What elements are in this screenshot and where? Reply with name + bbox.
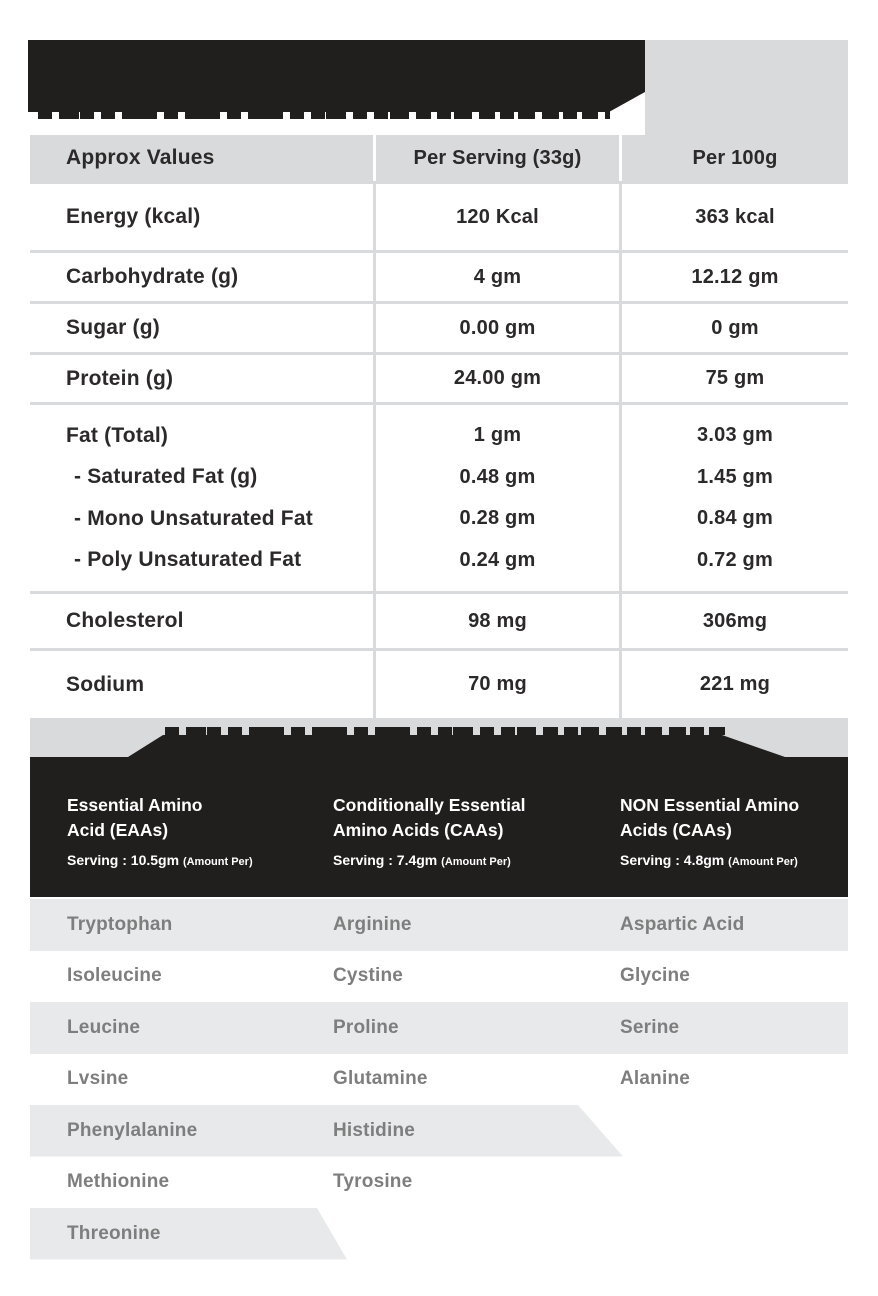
amino-banner-tab: [128, 735, 785, 757]
group-title-line1: NON Essential Amino: [620, 795, 800, 815]
amino-banner-band: [30, 757, 848, 897]
per-serving-value: 98 mg: [376, 594, 619, 648]
amino-item: Aspartic Acid: [620, 913, 745, 935]
group-title-line2: Acids (CAAs): [620, 820, 732, 840]
amino-item: Proline: [333, 1016, 399, 1038]
amino-acid-list: [30, 899, 848, 1260]
amino-item: [620, 1105, 848, 1157]
header-per-serving: Per Serving (33g): [376, 135, 619, 181]
amino-item: Alanine: [620, 1068, 691, 1090]
per-100g-value: 0 gm: [622, 304, 848, 352]
per-serving-value: 70 mg: [376, 651, 619, 718]
amino-row: [30, 899, 848, 951]
per-serving-value: 0.24 gm: [459, 548, 536, 571]
row-label: Energy (kcal): [30, 184, 373, 250]
per-serving-value: 0.48 gm: [459, 465, 536, 488]
top-banner-clipped-text: [38, 111, 610, 119]
top-title-banner: [28, 40, 645, 112]
per-100g-value: 1.45 gm: [697, 465, 773, 488]
row-label: Sodium: [30, 651, 373, 718]
amino-row: [30, 1002, 848, 1054]
header-per-100g: Per 100g: [622, 135, 848, 181]
serving-amount: Serving : 4.8gm: [620, 852, 729, 868]
per-100g-value: 12.12 gm: [622, 253, 848, 301]
row-label: Cholesterol: [30, 594, 373, 648]
per-100g-value: 221 mg: [622, 651, 848, 718]
serving-note: (Amount Per): [441, 856, 511, 868]
per-100g-value: 75 gm: [622, 355, 848, 402]
per-100g-value: 306mg: [622, 594, 848, 648]
fat-per-serving-column: [376, 405, 619, 591]
table-row-sodium: [30, 651, 848, 718]
amino-banner-clipped-text: [165, 727, 731, 735]
per-100g-value: 0.84 gm: [697, 507, 773, 530]
group-title-line2: Amino Acids (CAAs): [333, 820, 504, 840]
per-100g-value: 0.72 gm: [697, 548, 773, 571]
row-label: Carbohydrate (g): [30, 253, 373, 301]
nutrition-table: [30, 135, 848, 718]
table-row-sugar: [30, 304, 848, 352]
amino-row: [30, 951, 848, 1003]
amino-item: Tryptophan: [67, 913, 173, 935]
row-label: - Saturated Fat (g): [74, 465, 258, 489]
group-title: [620, 793, 848, 843]
amino-item: Serine: [620, 1016, 680, 1038]
amino-item: Glutamine: [333, 1068, 428, 1090]
group-serving: [620, 852, 848, 868]
table-row-energy: [30, 184, 848, 250]
amino-item: Methionine: [67, 1171, 170, 1193]
group-title-line1: Conditionally Essential: [333, 795, 526, 815]
amino-item: Phenylalanine: [67, 1119, 198, 1141]
amino-row: [30, 1208, 848, 1260]
fat-per-100g-column: [622, 405, 848, 591]
row-label: - Mono Unsaturated Fat: [74, 506, 313, 530]
serving-amount: Serving : 7.4gm: [333, 852, 442, 868]
table-row-carbohydrate: [30, 253, 848, 301]
per-serving-value: 0.28 gm: [459, 507, 536, 530]
amino-item: Arginine: [333, 913, 412, 935]
row-label: Fat (Total): [66, 423, 169, 447]
group-serving: [333, 852, 620, 868]
per-100g-value: 3.03 gm: [697, 424, 773, 447]
per-100g-value: 363 kcal: [622, 184, 848, 250]
per-serving-value: 24.00 gm: [376, 355, 619, 402]
table-row-fat-group: [30, 405, 848, 591]
amino-item: Tyrosine: [333, 1171, 413, 1193]
table-row-protein: [30, 355, 848, 402]
serving-note: (Amount Per): [182, 856, 253, 868]
table-header-row: [30, 135, 848, 181]
serving-amount: Serving : 10.5gm: [67, 852, 183, 868]
amino-item: Glycine: [620, 965, 691, 987]
per-serving-value: 1 gm: [473, 424, 522, 447]
per-serving-value: 120 Kcal: [376, 184, 619, 250]
amino-item: Threonine: [67, 1222, 161, 1244]
group-title: [333, 793, 620, 843]
per-serving-value: 4 gm: [376, 253, 619, 301]
group-serving: [67, 852, 333, 868]
amino-item: [620, 1157, 848, 1209]
per-serving-value: 0.00 gm: [376, 304, 619, 352]
amino-item: Isoleucine: [67, 965, 162, 987]
header-approx-values: Approx Values: [30, 135, 373, 181]
table-row-cholesterol: [30, 594, 848, 648]
amino-item: Leucine: [67, 1016, 141, 1038]
amino-item: Cystine: [333, 965, 404, 987]
amino-section-header: [30, 727, 848, 897]
amino-item: Histidine: [333, 1119, 416, 1141]
amino-item: Lvsine: [67, 1068, 129, 1090]
group-title: [67, 793, 333, 843]
row-label: Sugar (g): [30, 304, 373, 352]
amino-group-essential: [67, 793, 333, 868]
amino-item: [620, 1208, 848, 1260]
amino-group-headers: [30, 757, 848, 868]
fat-labels-column: [30, 405, 373, 591]
group-title-line2: Acid (EAAs): [67, 820, 169, 840]
row-label: Protein (g): [30, 355, 373, 402]
amino-group-conditionally-essential: [333, 793, 620, 868]
amino-group-non-essential: [620, 793, 848, 868]
amino-item: [333, 1208, 620, 1260]
amino-row: [30, 1157, 848, 1209]
group-title-line1: Essential Amino: [67, 795, 203, 815]
banner-side-gray-panel: [645, 40, 848, 135]
amino-row: [30, 1105, 848, 1157]
row-label: - Poly Unsaturated Fat: [74, 548, 302, 572]
serving-note: (Amount Per): [728, 856, 798, 868]
amino-row: [30, 1054, 848, 1106]
